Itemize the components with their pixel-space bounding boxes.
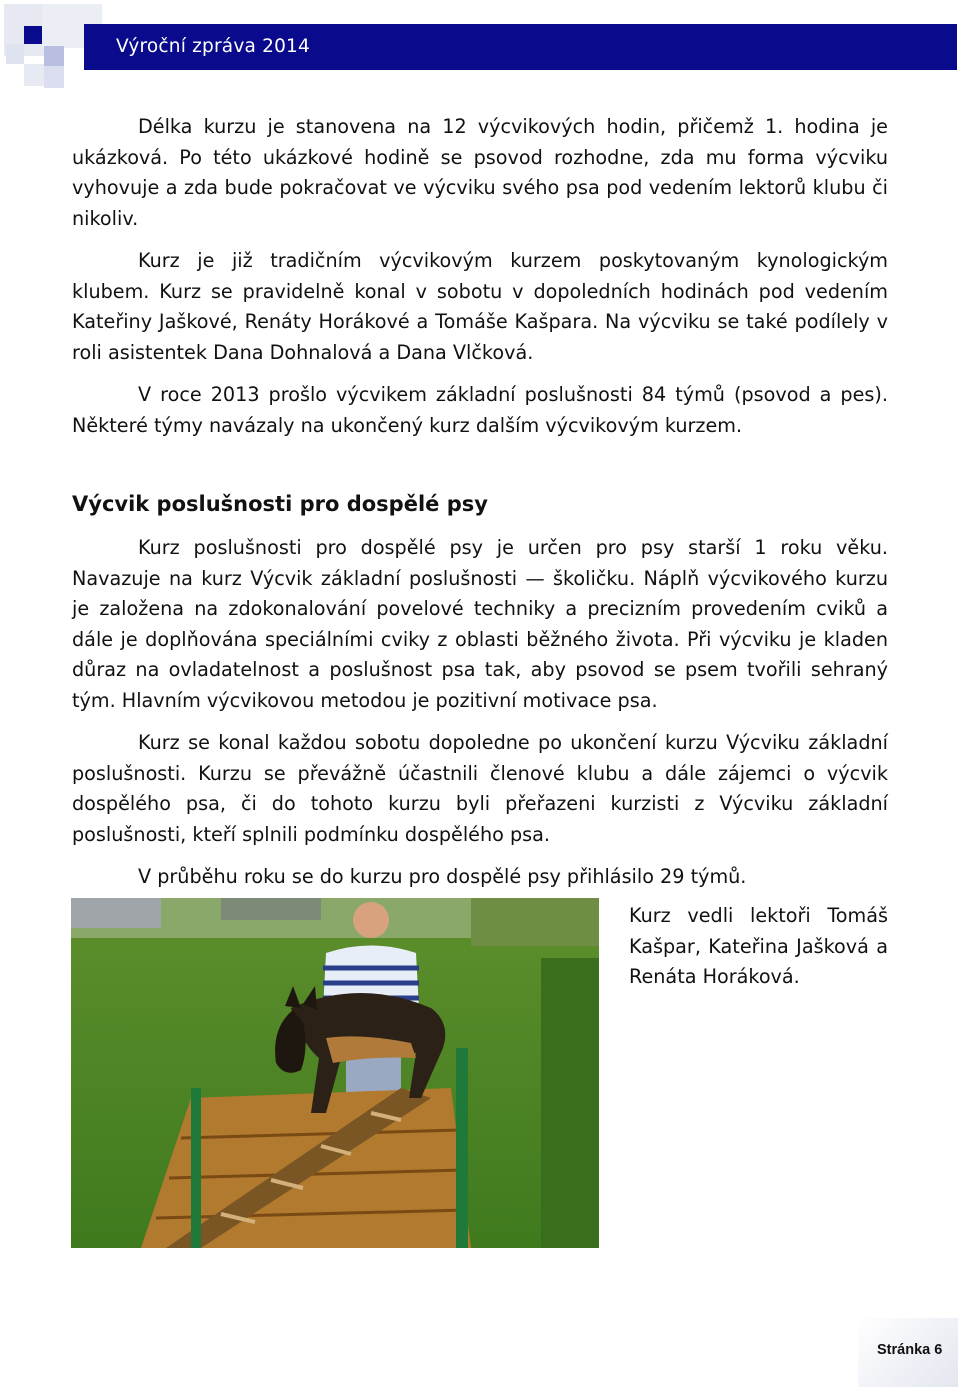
dog-training-photo: [71, 898, 599, 1248]
section-paragraph: V průběhu roku se do kurzu pro dospělé psy přihlásilo 29 týmů.: [138, 865, 747, 888]
intro-text: [72, 112, 888, 453]
section-paragraph: Kurz se konal každou sobotu dopoledne po ukončení kurzu Výcviku základní poslušnosti. Kurzu se převážně účastnili členové klubu a dále zájemci o výcvik dospělého psa, či do tohoto kurzu byli přeřazeni kurzisti z Výcviku základní poslušnosti, kteří splnili podmínku dospělého psa.: [72, 731, 888, 846]
intro-paragraph: Kurz je již tradičním výcvikovým kurzem poskytovaným kynologickým klubem. Kurz se pravidelně konal v sobotu v dopoledních hodinách pod vedením Kateřiny Jaškové, Renáty Horákové a Tomáše Kašpara. Na výcviku se také podílely v roli asistentek Dana Dohnalová a Dana Vlčková.: [72, 249, 888, 364]
document-title: Výroční zpráva 2014: [116, 36, 310, 57]
photo-caption: Kurz vedli lektoři Tomáš Kašpar, Kateřina Jašková a Renáta Horáková.: [629, 904, 888, 988]
section-heading: Výcvik poslušnosti pro dospělé psy: [72, 492, 488, 516]
section-paragraph: Kurz poslušnosti pro dospělé psy je určen pro psy starší 1 roku věku. Navazuje na kurz Výcvik základní poslušnosti — školičku. Náplň výcvikového kurzu je založena na zdokonalování povelové techniky a precizním provedením cviků a dále je doplňována speciálními cviky z oblasti běžného života. Při výcviku je kladen důraz na ovladatelnost a poslušnost psa tak, aby psovod se psem tvořili sehraný tým. Hlavním výcvikovou metodou je pozitivní motivace psa.: [72, 536, 888, 712]
intro-paragraph: V roce 2013 prošlo výcvikem základní poslušnosti 84 týmů (psovod a pes). Některé týmy navázaly na ukončený kurz dalším výcvikovým kurzem.: [72, 383, 888, 437]
page-number: Stránka 6: [877, 1342, 943, 1358]
page-footer: [858, 1318, 958, 1387]
header-bar: [84, 24, 957, 70]
intro-paragraph: Délka kurzu je stanovena na 12 výcvikových hodin, přičemž 1. hodina je ukázková. Po této ukázkové hodině se psovod rozhodne, zda mu forma výcviku vyhovuje a zda bude pokračovat ve výcviku svého psa pod vedením lektorů klubu či nikoliv.: [72, 115, 888, 230]
section-text: [72, 533, 888, 905]
